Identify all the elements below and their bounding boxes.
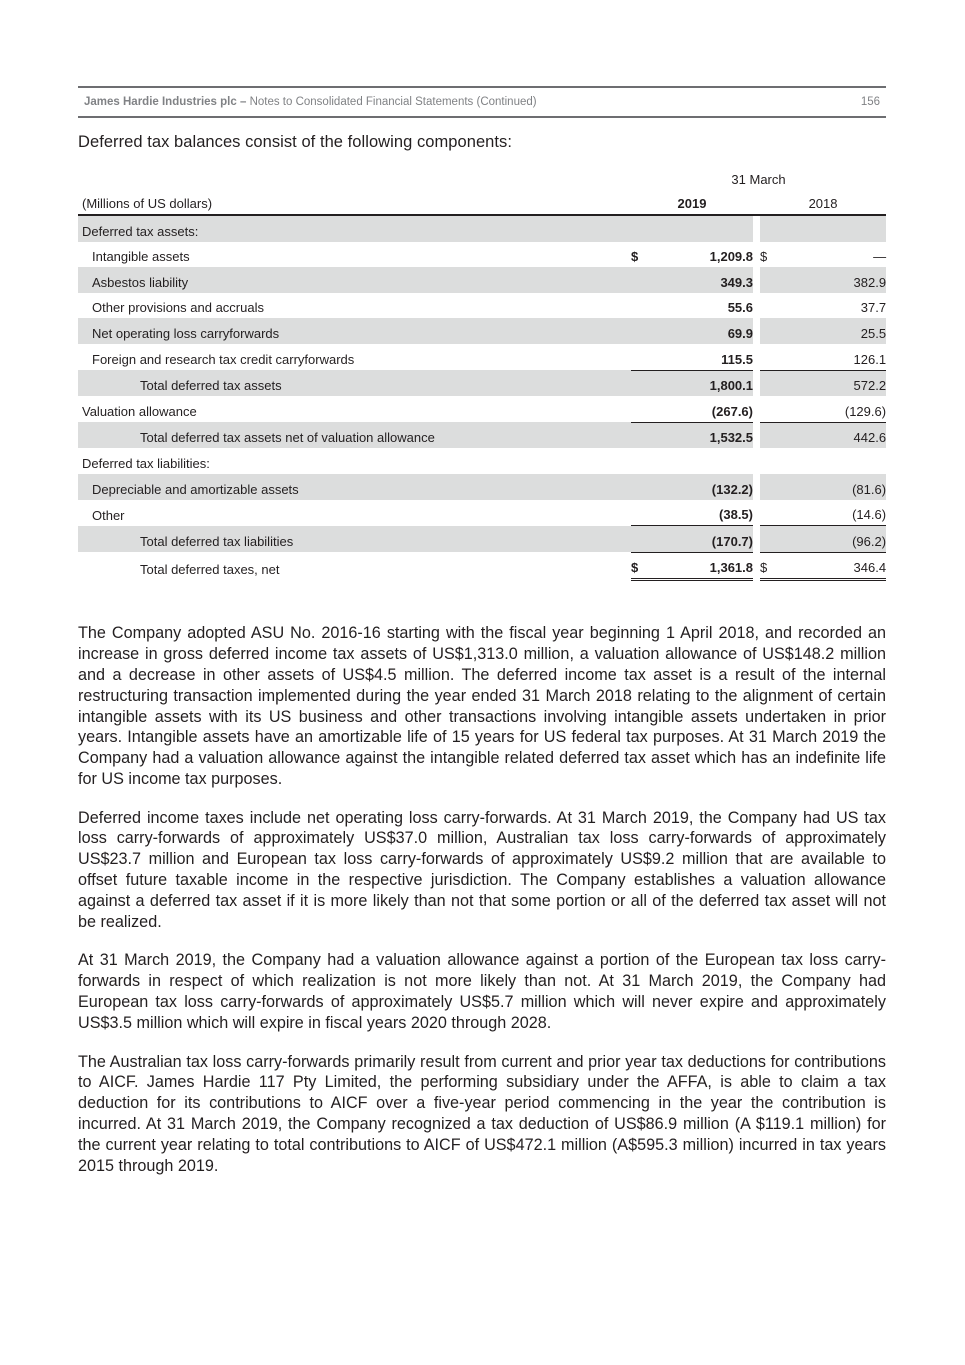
currency-symbol-2018	[760, 500, 780, 526]
row-label: Foreign and research tax credit carryforwards	[92, 352, 355, 368]
currency-symbol-2018	[760, 474, 780, 500]
column-gap	[753, 474, 760, 500]
table-row	[78, 474, 886, 500]
currency-symbol-2019: $	[631, 249, 639, 265]
currency-symbol-2019	[631, 293, 661, 319]
row-label: Deferred tax assets:	[78, 215, 631, 242]
paragraph-loss-carryforwards: Deferred income taxes include net operating loss carry-forwards. At 31 March 2019, the Company had US tax loss carry-forwards of approximately US$37.0 million, Australian tax loss carry-forwards of approximately US$23.7 million and European tax loss carry-forwards of approximately US$9.2 million that are available to offset future taxable income in the respective jurisdiction. The Company establishes a valuation allowance against a deferred tax asset if it is more likely than not that some portion or all of the deferred tax asset will not be realized.	[78, 808, 886, 931]
paragraph-european-valuation: At 31 March 2019, the Company had a valuation allowance against a portion of the European tax loss carry-forwards in respect of which realization is not more likely than not. At 31 March 2019, the Company had European tax loss carry-forwards of approximately US$5.7 million which will never expire and approximately US$3.5 million which will expire in fiscal years 2020 through 2028.	[78, 951, 886, 1032]
value-2019: (132.2)	[661, 474, 753, 500]
table-row	[78, 552, 886, 580]
value-2018: (129.6)	[844, 403, 887, 419]
running-header	[78, 86, 886, 118]
value-2019: 1,532.5	[661, 422, 753, 448]
currency-symbol-2019	[631, 422, 661, 448]
table-row	[78, 293, 886, 319]
table-row	[78, 215, 886, 242]
notes-body	[78, 623, 886, 1176]
page-number: 156	[860, 96, 880, 108]
paragraph-asu-adoption: The Company adopted ASU No. 2016-16 starting with the fiscal year beginning 1 April 2018, and recorded an increase in gross deferred income tax assets of US$1,313.0 million, a valuation allowance of US$148.2 million and a decrease in other assets of US$4.5 million. The deferred income tax asset is a result of the internal restructuring transaction implemented during the year ended 31 March 2018 relating to the alignment of certain intangible assets with its US business and other transactions involving intangible assets undertaken in prior years. Intangible assets have an amortizable life of 15 years for US federal tax purposes. At 31 March 2019 the Company had a valuation allowance against the intangible related deferred tax asset which has an indefinite life for US income tax purposes.	[78, 624, 886, 788]
period-label: 31 March	[731, 172, 786, 187]
value-2019: 1,209.8	[709, 249, 753, 265]
currency-symbol-2018	[760, 215, 780, 242]
value-2018	[780, 448, 886, 474]
column-header-2018: 2018	[760, 190, 886, 215]
currency-symbol-2019	[631, 396, 661, 422]
currency-symbol-2019	[631, 474, 661, 500]
column-gap	[753, 293, 760, 319]
table-row	[78, 242, 886, 268]
value-2019: (267.6)	[711, 403, 753, 419]
currency-symbol-2018	[760, 267, 780, 293]
value-2019: 349.3	[661, 267, 753, 293]
value-2018: 346.4	[780, 552, 886, 580]
table-row	[78, 370, 886, 396]
document-page	[78, 86, 886, 1194]
column-gap	[753, 526, 760, 553]
table-row	[78, 422, 886, 448]
table-row	[78, 267, 886, 293]
row-label: Asbestos liability	[78, 267, 631, 293]
currency-symbol-2018	[760, 293, 780, 319]
row-label: Total deferred tax assets	[78, 370, 631, 396]
table-row	[78, 526, 886, 553]
value-2019: (38.5)	[719, 507, 753, 523]
row-label: Total deferred taxes, net	[140, 561, 280, 577]
units-label: (Millions of US dollars)	[78, 190, 631, 215]
column-gap	[753, 267, 760, 293]
column-gap	[753, 448, 760, 474]
paragraph-australian-aicf: The Australian tax loss carry-forwards primarily result from current and prior year tax deductions for contributions to AICF. James Hardie 117 Pty Limited, the performing subsidiary under the AFFA, is able to claim a tax deduction for its contributions to AICF over a five-year period commencing in the year the contribution is incurred. At 31 March 2019, the Company recognized a tax deduction of US$86.9 million (A $119.1 million) for the current year relating to total contributions to AICF of US$472.1 million (A$595.3 million) incurred in tax years 2015 through 2019.	[78, 1052, 886, 1175]
deferred-tax-table	[78, 166, 886, 581]
column-gap	[753, 344, 760, 370]
value-2018: (14.6)	[852, 507, 887, 523]
currency-symbol-2018	[760, 344, 780, 370]
row-label: Valuation allowance	[82, 404, 197, 420]
running-header-title	[84, 96, 537, 108]
value-2018	[780, 215, 886, 242]
row-label: Other	[92, 507, 125, 523]
currency-symbol-2018	[760, 396, 780, 422]
value-2019: 1,361.8	[661, 552, 753, 580]
currency-symbol-2018	[760, 318, 780, 344]
value-2019: 1,800.1	[661, 370, 753, 396]
currency-symbol-2019	[631, 526, 661, 553]
row-label: Total deferred tax assets net of valuation allowance	[78, 422, 631, 448]
currency-symbol-2019	[631, 215, 661, 242]
currency-symbol-2018	[760, 422, 780, 448]
value-2018: 25.5	[780, 318, 886, 344]
currency-symbol-2019	[631, 370, 661, 396]
section-heading: Deferred tax balances consist of the following components:	[78, 133, 512, 151]
value-2019: 55.6	[727, 300, 753, 316]
table-row	[78, 500, 886, 526]
company-name: James Hardie Industries plc –	[84, 96, 247, 108]
value-2018: 37.7	[860, 300, 887, 316]
currency-symbol-2018	[760, 370, 780, 396]
column-gap	[753, 396, 760, 422]
currency-symbol-2018	[760, 448, 780, 474]
table-row	[78, 396, 886, 422]
value-2019: 69.9	[661, 318, 753, 344]
value-2019: 115.5	[721, 351, 753, 367]
value-2019	[661, 448, 753, 474]
row-label: Depreciable and amortizable assets	[78, 474, 631, 500]
column-gap	[753, 215, 760, 242]
currency-symbol-2019	[631, 318, 661, 344]
column-header-2019: 2019	[631, 190, 753, 215]
column-gap	[753, 318, 760, 344]
column-gap	[753, 242, 760, 268]
value-2018: —	[873, 249, 887, 265]
value-2018: (96.2)	[780, 526, 886, 553]
currency-symbol-2019	[631, 267, 661, 293]
currency-symbol-2019: $	[631, 552, 661, 580]
value-2018: (81.6)	[780, 474, 886, 500]
column-gap	[753, 370, 760, 396]
table-row	[78, 318, 886, 344]
column-gap	[753, 552, 760, 580]
table-row	[78, 344, 886, 370]
currency-symbol-2018: $	[760, 249, 768, 265]
row-label: Deferred tax liabilities:	[82, 455, 210, 471]
table-header-period-row	[78, 166, 886, 190]
table-header-years-row	[78, 190, 886, 215]
document-title: Notes to Consolidated Financial Statements (Continued)	[249, 96, 537, 108]
value-2018: 382.9	[780, 267, 886, 293]
currency-symbol-2019	[631, 448, 661, 474]
row-label: Total deferred tax liabilities	[78, 526, 631, 553]
table-row	[78, 448, 886, 474]
currency-symbol-2018	[760, 526, 780, 553]
value-2019	[661, 215, 753, 242]
row-label: Net operating loss carryforwards	[78, 318, 631, 344]
column-gap	[753, 422, 760, 448]
column-gap	[753, 500, 760, 526]
currency-symbol-2019	[631, 500, 661, 526]
value-2018: 442.6	[780, 422, 886, 448]
value-2018: 572.2	[780, 370, 886, 396]
value-2019: (170.7)	[661, 526, 753, 553]
row-label: Other provisions and accruals	[92, 300, 264, 316]
row-label: Intangible assets	[92, 249, 190, 265]
currency-symbol-2018: $	[760, 552, 780, 580]
value-2018: 126.1	[853, 351, 887, 367]
currency-symbol-2019	[631, 344, 661, 370]
